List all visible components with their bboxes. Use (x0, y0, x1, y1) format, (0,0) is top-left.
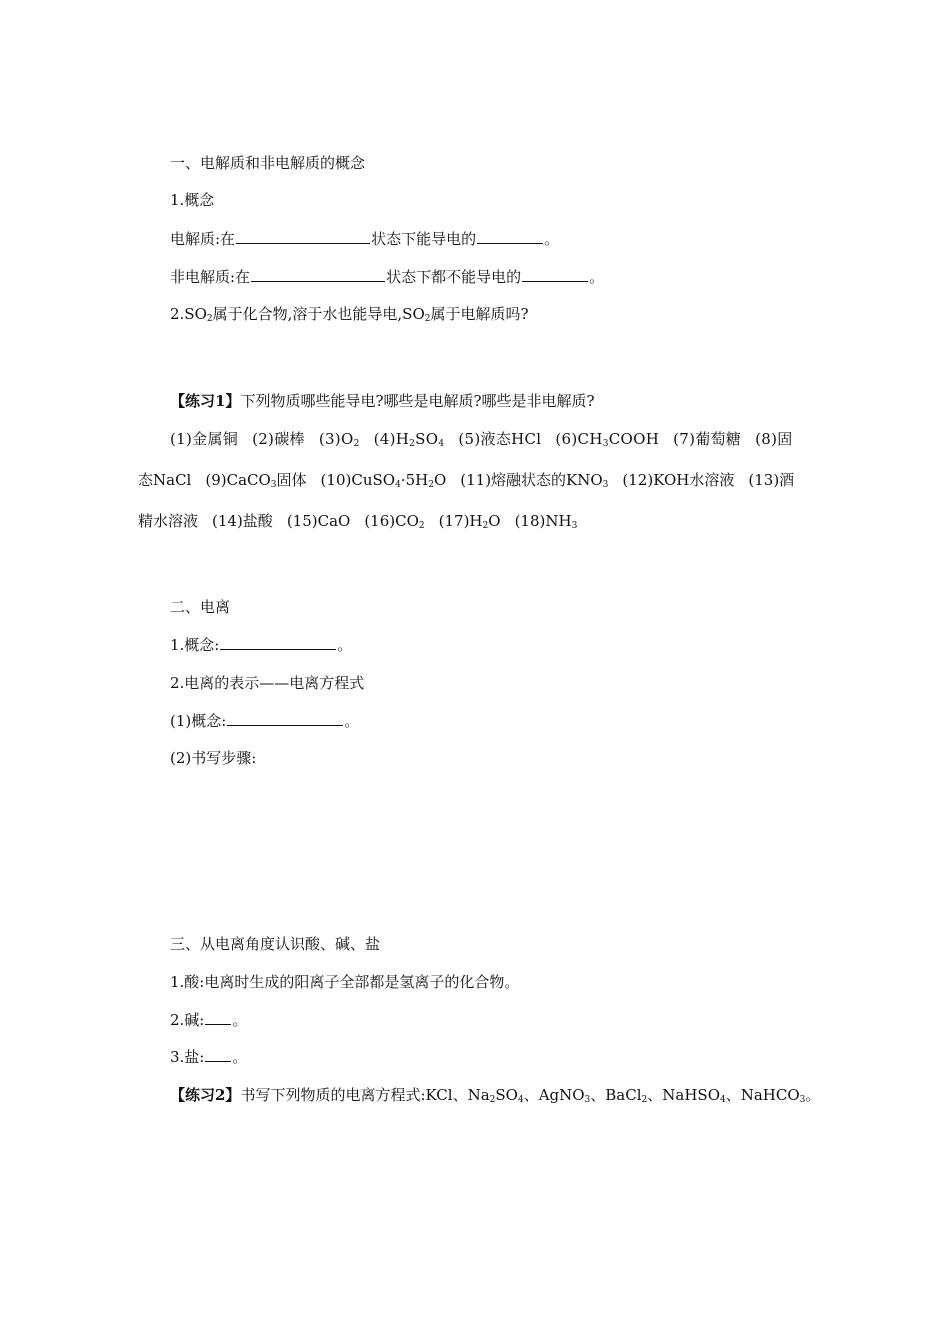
subscript: 2 (424, 314, 431, 324)
section1-heading: 一、电解质和非电解质的概念 (170, 154, 366, 172)
section3-heading: 三、从电离角度认识酸、碱、盐 (170, 935, 381, 953)
electrolyte-text-a: 电解质:在 (170, 230, 236, 248)
electrolyte-text-b: 状态下能导电的 (371, 230, 477, 248)
nonelectrolyte-text-b: 状态下都不能导电的 (386, 268, 522, 286)
so2-question (170, 304, 529, 324)
nonelectrolyte-text-a: 非电解质:在 (170, 268, 251, 286)
exercise1-title: 【练习1】 (170, 392, 241, 410)
substance-item: $(16)CO_2$ (364, 512, 425, 531)
section2-item2-2: (2)书写步骤: (170, 749, 257, 767)
base-definition (170, 1010, 247, 1030)
exercise1-items-row3 (138, 511, 577, 531)
equation-concept-label: (1)概念: (170, 712, 227, 730)
q2-text: 属于电解质吗? (430, 305, 529, 323)
answer-blank[interactable] (477, 229, 543, 244)
period: 。 (232, 1048, 248, 1066)
substance-item: (12)KOH水溶液 (622, 471, 735, 489)
answer-blank[interactable] (227, 711, 343, 726)
section2-heading: 二、电离 (170, 598, 231, 616)
substance-item: (13)酒 (748, 471, 795, 489)
substance-item: (5)液态HCl (458, 430, 542, 448)
substance-item: (15)CaO (286, 512, 351, 530)
salt-label: 3.盐: (170, 1048, 205, 1066)
exercise2-question: 【练习2】书写下列物质的电离方程式:KCl、$Na_2SO_4$、AgNO$_3$、BaCl$_2$、NaHSO$_4$、NaHCO$_3$。 (170, 1086, 821, 1105)
section1-item1: 1.概念 (170, 191, 215, 209)
answer-blank[interactable] (220, 635, 336, 650)
substance-item: (9)CaCO$_3$固体 (205, 471, 307, 490)
exercise1-question (170, 391, 595, 411)
period: 。 (589, 268, 605, 286)
section2-item2: 2.电离的表示——电离方程式 (170, 674, 365, 692)
substance-item: $(3)O_2$ (318, 430, 360, 449)
exercise1-items-row1 (170, 429, 793, 449)
exercise2-text: 书写下列物质的电离方程式:KCl、Na (240, 1086, 490, 1104)
answer-blank[interactable] (522, 267, 588, 282)
section2-item2-1 (170, 711, 359, 731)
nonelectrolyte-definition (170, 267, 604, 287)
period: 。 (544, 230, 560, 248)
substance-item: (2)碳棒 (252, 430, 305, 448)
substance-item: (7)葡萄糖 (673, 430, 742, 448)
ionization-concept-label: 1.概念: (170, 636, 220, 654)
substance-item: $(4)H_2SO_4$ (373, 430, 445, 449)
base-label: 2.碱: (170, 1011, 205, 1029)
substance-item: $(6)CH_3COOH$ (555, 430, 660, 449)
period: 。 (232, 1011, 248, 1029)
answer-blank[interactable] (205, 1010, 231, 1025)
section2-item1 (170, 635, 352, 655)
answer-blank[interactable] (236, 229, 370, 244)
period: 。 (337, 636, 353, 654)
substance-item: $(10)CuSO_4\cdot 5H_2O$ (320, 471, 447, 490)
substance-item: (1)金属铜 (170, 430, 239, 448)
exercise1-items-row2 (138, 470, 794, 490)
substance-item: $(17)H_2O$ (438, 512, 501, 531)
exercise2-title: 【练习2】 (170, 1086, 241, 1104)
substance-item: 精水溶液 (138, 512, 199, 530)
electrolyte-definition (170, 229, 559, 249)
substance-item: (11)熔融状态的$KNO_3$ (460, 471, 609, 490)
answer-blank[interactable] (205, 1047, 231, 1062)
substance-item: (8)固 (755, 430, 793, 448)
salt-definition (170, 1047, 247, 1067)
q2-text: 属于化合物,溶于水也能导电,SO (212, 305, 425, 323)
exercise1-text: 下列物质哪些能导电?哪些是电解质?哪些是非电解质? (240, 392, 595, 410)
substance-item: 态NaCl (138, 471, 192, 489)
acid-definition: 1.酸:电离时生成的阳离子全部都是氢离子的化合物。 (170, 973, 520, 991)
substance-item: (14)盐酸 (212, 512, 273, 530)
substance-item: $(18)NH_3$ (514, 512, 578, 531)
subscript: 2 (206, 314, 213, 324)
answer-blank[interactable] (251, 267, 385, 282)
q2-text: 2.SO (170, 305, 207, 323)
period: 。 (344, 712, 360, 730)
